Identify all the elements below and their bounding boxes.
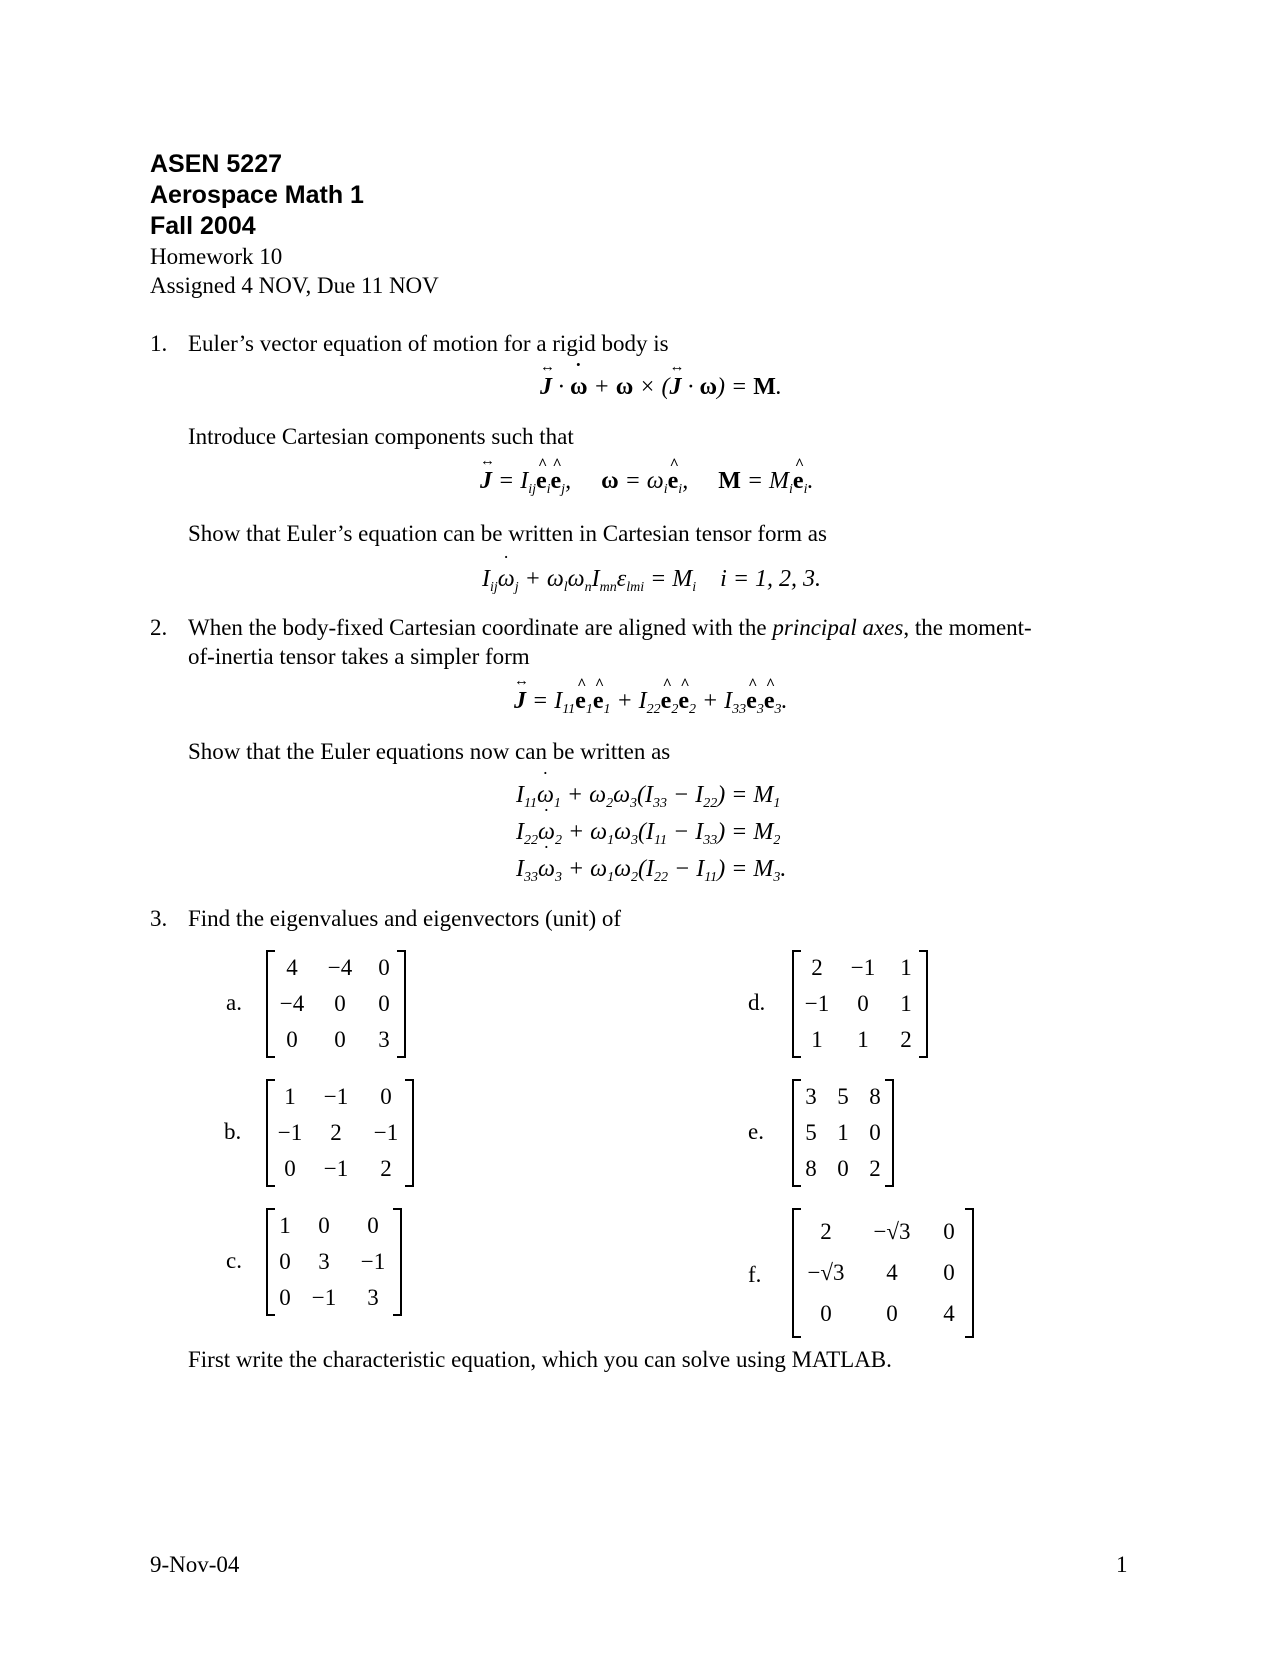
matrix-cell: −1	[373, 1120, 399, 1145]
matrix-b-label: b.	[224, 1119, 242, 1144]
principal-axes-term: principal axes	[772, 615, 904, 640]
euler-equation-2: $I_{22}\omega$ $˙_2 + \omega_1\omega_3(I_{11} - I_{33}) = M_2$	[516, 819, 780, 846]
matrix-cell: −4	[327, 955, 353, 980]
course-title: Aerospace Math 1	[150, 181, 364, 209]
matrix-cell: 8	[869, 1084, 881, 1109]
matrix-cell: 0	[284, 1156, 296, 1181]
matrix-cell: 0	[279, 1249, 291, 1274]
problem-2-show: Show that the Euler equations now can be written as	[188, 739, 671, 764]
matrix-cell: 1	[284, 1084, 296, 1109]
principal-inertia-tensor-equation: J ↔ = $I_{11}e$ $\^{}_1e$ $\^{}_1 + I_{22}e$ $\^{}_2e$ $\^{}_2 + I_{33}e$ $\^{}_3e$ $\^{}_3$.	[514, 688, 787, 715]
problem-2-number: 2.	[150, 615, 168, 640]
page-number: 1	[1116, 1552, 1128, 1577]
problem-1-show: Show that Euler’s equation can be written in Cartesian tensor form as	[188, 521, 827, 546]
matrix-cell: 4	[286, 955, 298, 980]
euler-vector-equation: J ↔ · ω ˙ + ω × (J ↔ · ω) = M.	[540, 374, 782, 401]
matrix-cell: 0	[857, 991, 869, 1016]
matrix-cell: −1	[277, 1120, 303, 1145]
matrix-e-label: e.	[748, 1119, 764, 1144]
matrix-cell: 1	[837, 1120, 849, 1145]
matrix-cell: 1	[279, 1213, 291, 1238]
matrix-e	[792, 1079, 894, 1187]
assignment-dates: Assigned 4 NOV, Due 11 NOV	[150, 273, 439, 298]
matrix-f-label: f.	[748, 1262, 762, 1287]
matrix-cell: 2	[330, 1120, 342, 1145]
matrix-cell: 2	[820, 1219, 832, 1244]
matrix-cell: 0	[886, 1301, 898, 1326]
problem-2-text-line2: of-inertia tensor takes a simpler form	[188, 644, 530, 669]
matrix-cell: 1	[811, 1027, 823, 1052]
euler-tensor-equation: $I_{ij}\omega$ $˙_j + \omega_l\omega_nI_{mn}\varepsilon_{lmi} = M_i$ i = 1, 2, 3.	[482, 566, 821, 593]
problem-3-number: 3.	[150, 906, 168, 931]
matrix-cell: −1	[360, 1249, 386, 1274]
matrix-cell: −1	[323, 1156, 349, 1181]
matrix-cell: 0	[380, 1084, 392, 1109]
euler-equation-1: $I_{11}\omega$ $˙_1 + \omega_2\omega_3(I_{33} - I_{22}) = M_1$	[516, 782, 780, 809]
matrix-b	[266, 1079, 414, 1187]
matrix-cell: 1	[900, 955, 912, 980]
matrix-cell: 0	[943, 1260, 955, 1285]
matrix-cell: −1	[804, 991, 830, 1016]
matrix-cell: 1	[900, 991, 912, 1016]
matrix-cell: 0	[943, 1219, 955, 1244]
course-code: ASEN 5227	[150, 150, 283, 178]
matrix-cell: 1	[857, 1027, 869, 1052]
footer-date: 9-Nov-04	[150, 1552, 240, 1577]
homework-number: Homework 10	[150, 244, 283, 269]
matrix-cell: 0	[378, 955, 390, 980]
matrix-cell: −4	[279, 991, 305, 1016]
matrix-cell: 0	[869, 1120, 881, 1145]
euler-equation-3: $I_{33}\omega$ $˙_3 + \omega_1\omega_2(I_{22} - I_{11}) = M_3$.	[516, 856, 786, 883]
matrix-d-label: d.	[748, 990, 766, 1015]
matrix-cell: 2	[869, 1156, 881, 1181]
matrix-c	[266, 1208, 402, 1316]
index-range: i = 1, 2, 3.	[720, 566, 822, 592]
matrix-cell: 0	[286, 1027, 298, 1052]
cartesian-components-equation: J ↔ = $I_{ij}e$ $\^{}_ie$ $\^{}_j$, $\omega = \omega_ie$ $\^{}_i$, $M = M_ie$ $\^{}_i$.	[480, 468, 813, 495]
matrix-cell: 3	[805, 1084, 817, 1109]
matrix-cell: −√3	[807, 1260, 845, 1285]
matrix-cell: 3	[378, 1027, 390, 1052]
matrix-cell: 0	[837, 1156, 849, 1181]
problem-1-components-intro: Introduce Cartesian components such that	[188, 424, 574, 449]
matrix-cell: 3	[367, 1285, 379, 1310]
matrix-cell: 0	[334, 1027, 346, 1052]
problem-2-text-line1	[188, 614, 1032, 642]
matrix-cell: 4	[886, 1260, 898, 1285]
matrix-cell: −1	[311, 1285, 337, 1310]
matrix-cell: 0	[318, 1213, 330, 1238]
matrix-cell: −1	[850, 955, 876, 980]
matrix-d	[792, 950, 928, 1058]
matrix-cell: 5	[837, 1084, 849, 1109]
problem-2-text-post: , the moment-	[903, 615, 1032, 640]
matrix-cell: 2	[380, 1156, 392, 1181]
matrix-cell: 0	[334, 991, 346, 1016]
matrix-a	[266, 950, 406, 1058]
matrix-a-label: a.	[226, 990, 242, 1015]
matrix-c-label: c.	[226, 1248, 242, 1273]
course-term: Fall 2004	[150, 212, 256, 240]
problem-3-intro: Find the eigenvalues and eigenvectors (unit) of	[188, 906, 622, 931]
matrix-cell: 0	[820, 1301, 832, 1326]
matrix-f	[792, 1208, 974, 1338]
matrix-cell: −√3	[873, 1219, 911, 1244]
matrix-cell: −1	[323, 1084, 349, 1109]
matrix-cell: 0	[367, 1213, 379, 1238]
matrix-cell: 0	[279, 1285, 291, 1310]
matrix-cell: 2	[900, 1027, 912, 1052]
matrix-cell: 5	[805, 1120, 817, 1145]
problem-1-intro: Euler’s vector equation of motion for a rigid body is	[188, 331, 669, 356]
matrix-cell: 8	[805, 1156, 817, 1181]
matrix-cell: 0	[378, 991, 390, 1016]
matrix-cell: 2	[811, 955, 823, 980]
problem-1-number: 1.	[150, 331, 168, 356]
matrix-cell: 4	[943, 1301, 955, 1326]
matrix-cell: 3	[318, 1249, 330, 1274]
problem-2-text-pre: When the body-fixed Cartesian coordinate are aligned with the	[188, 615, 773, 640]
problem-3-closing: First write the characteristic equation, which you can solve using MATLAB.	[188, 1347, 892, 1372]
